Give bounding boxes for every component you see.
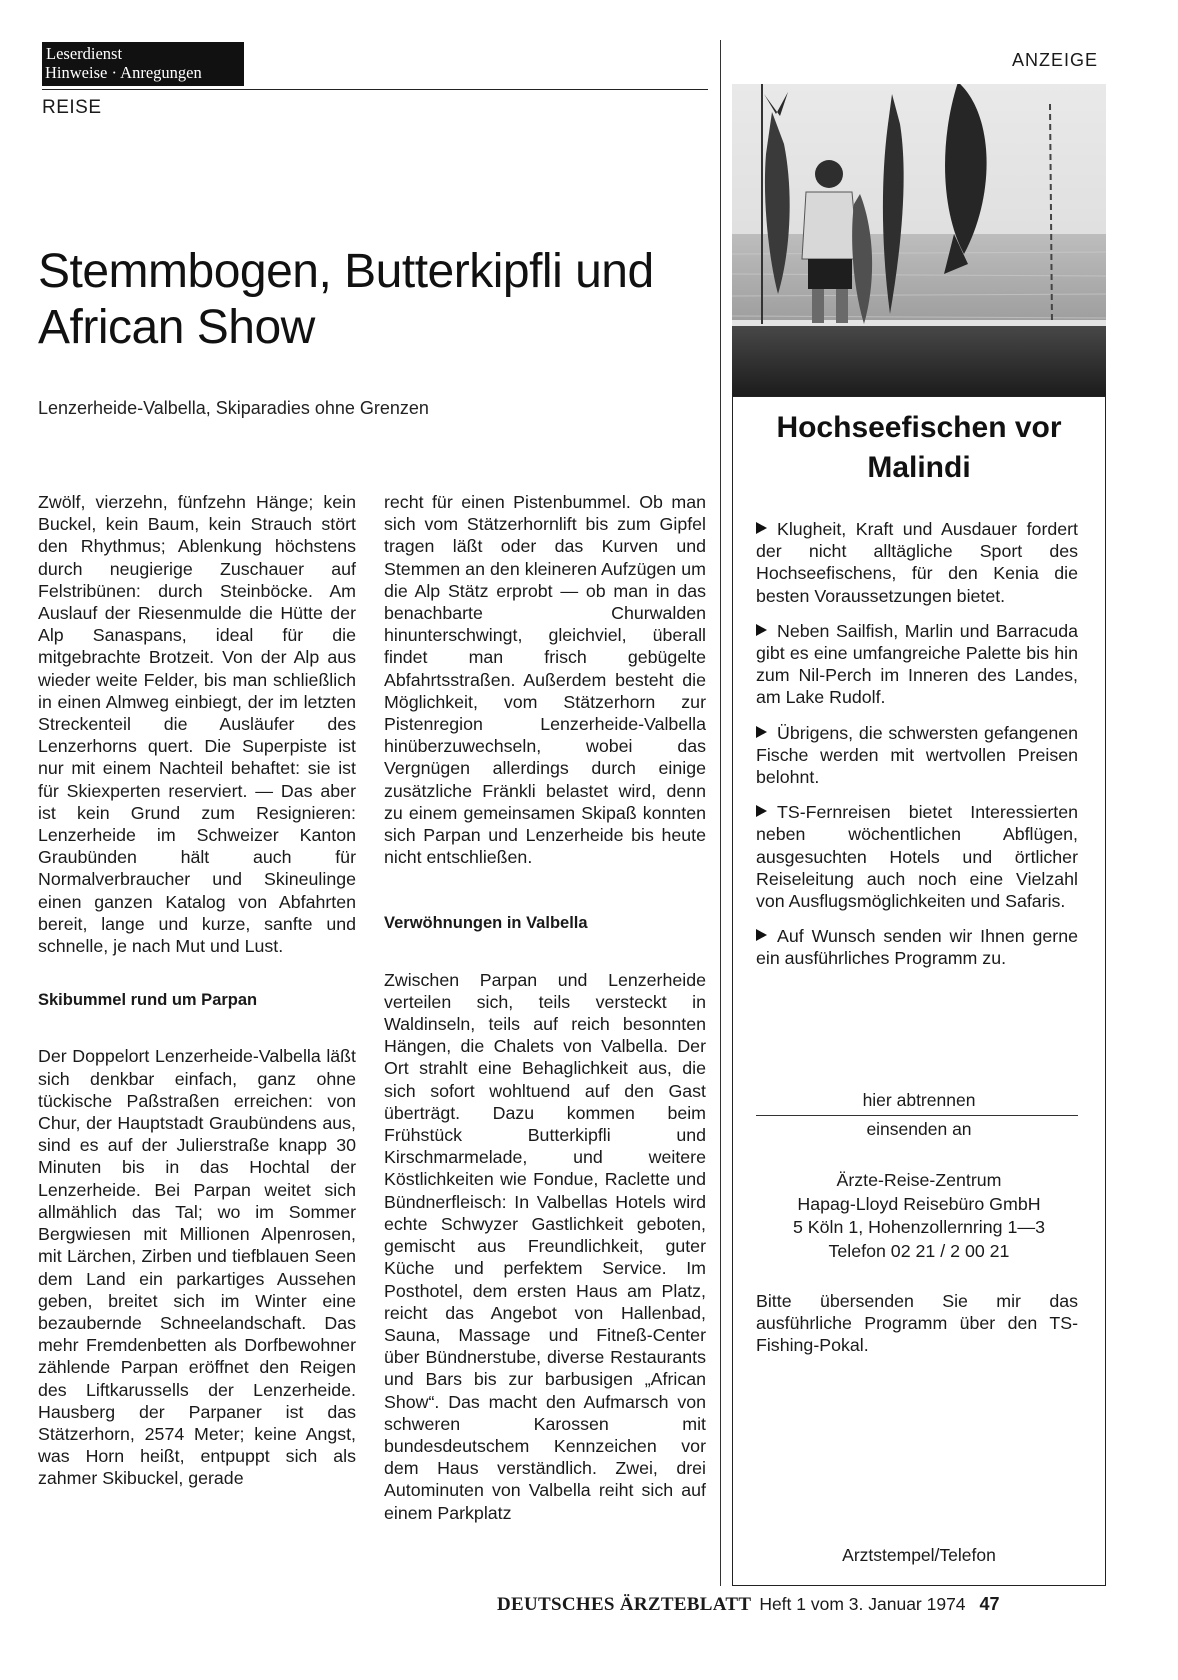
ad-address bbox=[732, 1169, 1106, 1263]
ad-tag: ANZEIGE bbox=[1012, 50, 1099, 70]
article-paragraph: Zwölf, vierzehn, fünfzehn Hänge; kein Buckel, kein Baum, kein Strauch stört den Rhythmus; Ablenkung höchstens durch neugierige Zuschauer auf Felstribünen: durch Steinböcke. Am Auslauf der Riesenmulde die Hütte der Alp Sanaspans, ideal für die mitgebrachte Brotzeit. Von der Alp aus wieder weite Felder, bis man schließlich in einen Almweg einbiegt, der im letzten Streckenteil die Ausläufer des Lenzerhorns quert. Die Superpiste ist nur mit einem Nachteil behaftet: sie ist für Skiexperten reserviert. — Das aber ist kein Grund zum Resignieren: Lenzerheide im Schweizer Kanton Graubünden hält auch für Normalverbraucher und Skineulinge einen ganzen Katalog von Abfahrten bereit, lange und kurze, sanfte und schnelle, je nach Mut und Lust. bbox=[38, 492, 356, 957]
article-paragraph: Zwischen Parpan und Lenzerheide verteilen sich, teils versteckt in Waldinseln, teils auf reich besonnten Hängen, die Chalets von Valbella. Der Ort strahlt eine Behaglichkeit aus, die sich sofort wohltuend auf den Gast überträgt. Dazu kommen beim Frühstück Butterkipfli und Kirschmarmelade, und weitere Köstlichkeiten wie Fondue, Raclette und Bündnerfleisch: In Valbellas Hotels wird echte Schwyzer Gastlichkeit geboten, gemischt aus Freundlichkeit, guter Küche und perfektem Service. Im Posthotel, dem ersten Haus am Platz, reicht das Angebot von Hallenbad, Sauna, Massage und Fitneß-Center über Bündnerstube, diverse Restaurants und Bars bis zur barbusigen „African Show“. Das macht den Aufmarsch von schweren Karossen mit bundesdeutschem Kennzeichen vor dem Haus verständlich. Zwei, drei Autominuten von Valbella reiht sich auf einem Parkplatz bbox=[384, 969, 706, 1523]
triangle-bullet-icon bbox=[756, 624, 767, 636]
fishing-photo bbox=[732, 84, 1106, 396]
stamp-field-label: Arztstempel/Telefon bbox=[842, 1545, 996, 1565]
cut-here-label: hier abtrennen bbox=[862, 1090, 976, 1110]
ad-bullet-item: TS-Fernreisen bietet Interessierten neben wöchentlichen Abflügen, ausgesuchten Hotels und örtlicher Reiseleitung auch noch eine Vielzahl von Ausflugsmöglichkeiten und Safaris. bbox=[756, 802, 1078, 912]
address-line: Hapag-Lloyd Reisebüro GmbH bbox=[797, 1193, 1041, 1214]
address-line: Ärzte-Reise-Zentrum bbox=[836, 1170, 1002, 1190]
column-divider bbox=[720, 40, 721, 1586]
article-paragraph: recht für einen Pistenbummel. Ob man sich vom Stätzerhornlift bis zum Gipfel tragen läßt oder das Kurven und Stemmen an den kleineren Aufzügen um die Alp Stätz erprobt — ob man in das benachbarte Churwalden hinunterschwingt, gleichviel, überall findet man frisch gebügelte Abfahrtsstraßen. Außerdem besteht die Möglichkeit, vom Stätzerhorn zur Pistenregion Lenzerheide-Valbella hinüberzuwechseln, wobei das Vergnügen allerdings durch einige zusätzliche Fränkli belastet wird, denn zu einem gemeinsamen Skipaß konnten sich Parpan und Lenzerheide bis heute nicht entschließen. bbox=[384, 492, 706, 868]
column-label-line2: Hinweise · Anregungen bbox=[45, 63, 202, 82]
article-paragraph: Der Doppelort Lenzerheide-Valbella läßt sich denkbar einfach, ganz ohne tückische Paßstraßen erreichen: von Chur, der Hauptstadt Graubündens aus, sind es auf der Julierstraße knapp 30 Minuten bis in das Hochtal der Lenzerheide. Bei Parpan weitet sich allmählich das Tal; wo im Sommer Bergwiesen mit Millionen Alpenrosen, mit Lärchen, Zirben und tiefblauen Seen dem Land ein parkartiges Aussehen geben, breitet sich im Winter eine bezaubernde Schneelandschaft. Das mehr Fremdenbetten als Dorfbewohner zählende Parpan eröffnet den Reigen des Liftkarussells der Lenzerheide. Hausberg der Parpaner ist das Stätzerhorn, 2574 Meter; keine Angst, was Horn heißt, entpuppt sich als zahmer Skibuckel, gerade bbox=[38, 1046, 356, 1489]
publication-name: DEUTSCHES ÄRZTEBLATT bbox=[497, 1594, 752, 1615]
page-number: 47 bbox=[979, 1594, 1000, 1614]
article-title: Stemmbogen, Butterkipfli und African Show bbox=[38, 245, 654, 354]
ad-bullet-item: Neben Sailfish, Marlin und Barracuda gibt es eine umfangreiche Palette bis hin zum Nil-Perch im Inneren des Landes, am Lake Rudolf. bbox=[756, 620, 1078, 708]
send-to-label: einsenden an bbox=[866, 1119, 972, 1139]
article-subheading: Skibummel rund um Parpan bbox=[38, 991, 258, 1010]
triangle-bullet-icon bbox=[756, 522, 767, 534]
cut-line[interactable] bbox=[756, 1115, 1078, 1116]
triangle-bullet-icon bbox=[756, 805, 767, 817]
triangle-bullet-icon bbox=[756, 929, 767, 941]
issue-info: Heft 1 vom 3. Januar 1974 bbox=[759, 1594, 966, 1614]
ad-bullet-item: Klugheit, Kraft und Ausdauer fordert der nicht alltägliche Sport des Hochseefischens, für den Kenia die besten Voraussetzungen bietet. bbox=[756, 519, 1078, 606]
address-line: 5 Köln 1, Hohenzollernring 1—3 bbox=[792, 1217, 1046, 1237]
section-label: REISE bbox=[42, 97, 102, 118]
article-subtitle: Lenzerheide-Valbella, Skiparadies ohne Grenzen bbox=[38, 398, 429, 418]
article-column-2 bbox=[384, 491, 706, 1524]
article-subheading: Verwöhnungen in Valbella bbox=[384, 914, 588, 933]
triangle-bullet-icon bbox=[756, 726, 767, 738]
address-line: Telefon 02 21 / 2 00 21 bbox=[828, 1240, 1010, 1261]
page-footer bbox=[497, 1594, 1000, 1616]
column-label-line1: Leserdienst bbox=[46, 44, 123, 63]
column-label bbox=[42, 42, 244, 86]
ad-headline: Hochseefischen vor Malindi bbox=[776, 411, 1062, 484]
article-column-1 bbox=[38, 491, 356, 1490]
ad-bullet-item: Übrigens, die schwersten gefangenen Fische werden mit wertvollen Preisen belohnt. bbox=[756, 722, 1078, 788]
ad-bullet-list bbox=[756, 518, 1078, 983]
ad-bullet-item: Auf Wunsch senden wir Ihnen gerne ein ausführliches Programm zu. bbox=[756, 926, 1078, 969]
request-text: Bitte übersenden Sie mir das ausführliche Programm über den TS-Fishing-Pokal. bbox=[756, 1291, 1078, 1356]
header-rule bbox=[42, 89, 708, 90]
